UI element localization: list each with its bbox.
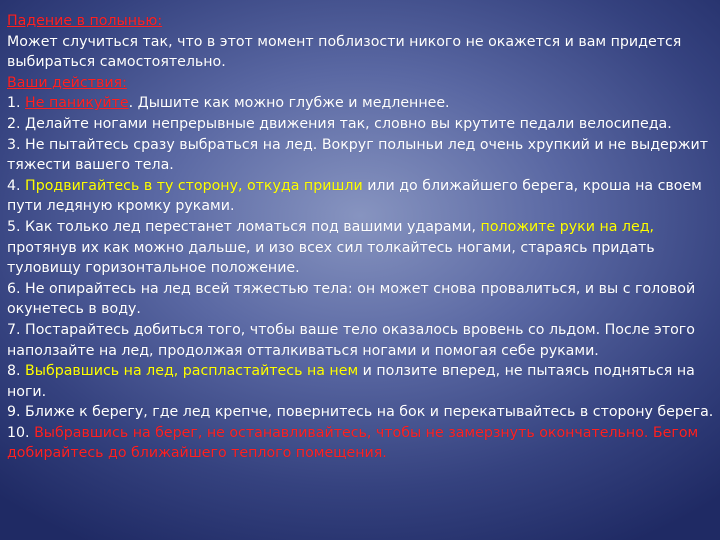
item-8-line-1 <box>7 361 715 382</box>
slide-text <box>7 11 715 464</box>
item-8-number: 8. <box>7 363 26 380</box>
item-4-line-1 <box>7 176 715 197</box>
item-4-rest: или до ближайшего берега, кроша на своем <box>362 177 702 194</box>
item-3-line-2: тяжести вашего тела. <box>7 157 174 174</box>
item-10-line-2: добирайтесь до ближайшего теплого помещения. <box>7 445 387 462</box>
item-4-highlight: Продвигайтесь в ту сторону, откуда пришли <box>25 177 363 194</box>
item-10-highlight-1: Выбравшись на берег, не останавливайтесь, чтобы не замерзнуть окончательно. Бегом <box>34 424 699 441</box>
item-5-line-1 <box>7 217 715 238</box>
item-1-number: 1. <box>7 95 26 112</box>
item-8-rest: и ползите вперед, не пытаясь подняться на <box>358 363 695 380</box>
item-4-number: 4. <box>7 177 26 194</box>
item-2: 2. Делайте ногами непрерывные движения так, словно вы крутите педали велосипеда. <box>7 115 672 132</box>
item-1-highlight: Не паникуйте <box>25 95 129 112</box>
item-6-line-2: окунетесь в воду. <box>7 301 141 318</box>
item-4-line-2: пути ледяную кромку руками. <box>7 198 235 215</box>
intro-line-2: выбираться самостоятельно. <box>7 54 226 71</box>
item-7-line-2: наползайте на лед, продолжая отталкиваться ногами и помогая себе руками. <box>7 342 599 359</box>
item-8-highlight: Выбравшись на лед, распластайтесь на нем <box>25 363 359 380</box>
item-5-highlight: положите руки на лед, <box>480 218 655 235</box>
intro-line-1: Может случиться так, что в этот момент поблизости никого не окажется и вам придется <box>7 33 682 50</box>
item-7-line-1: 7. Постарайтесь добиться того, чтобы ваше тело оказалось вровень со льдом. После этого <box>7 321 695 338</box>
item-5-line-3: туловищу горизонтальное положение. <box>7 260 300 277</box>
item-1 <box>7 93 715 114</box>
item-9: 9. Ближе к берегу, где лед крепче, повернитесь на бок и перекатывайтесь в сторону берега. <box>7 404 714 421</box>
item-10-number: 10. <box>7 424 35 441</box>
item-8-line-2: ноги. <box>7 383 47 400</box>
item-3-line-1: 3. Не пытайтесь сразу выбраться на лед. Вокруг полыньи лед очень хрупкий и не выдержит <box>7 136 709 153</box>
item-6-line-1: 6. Не опирайтесь на лед всей тяжестью тела: он может снова провалиться, и вы с головой <box>7 280 696 297</box>
item-5-line-2: протянув их как можно дальше, и изо всех сил толкайтесь ногами, стараясь придать <box>7 239 655 256</box>
item-10-line-1 <box>7 423 715 444</box>
item-1-rest: . Дышите как можно глубже и медленнее. <box>128 95 450 112</box>
actions-heading: Ваши действия: <box>7 74 127 91</box>
heading-falls: Падение в полынью: <box>7 13 163 29</box>
item-5-text: 5. Как только лед перестанет ломаться под вашими ударами, <box>7 218 481 235</box>
